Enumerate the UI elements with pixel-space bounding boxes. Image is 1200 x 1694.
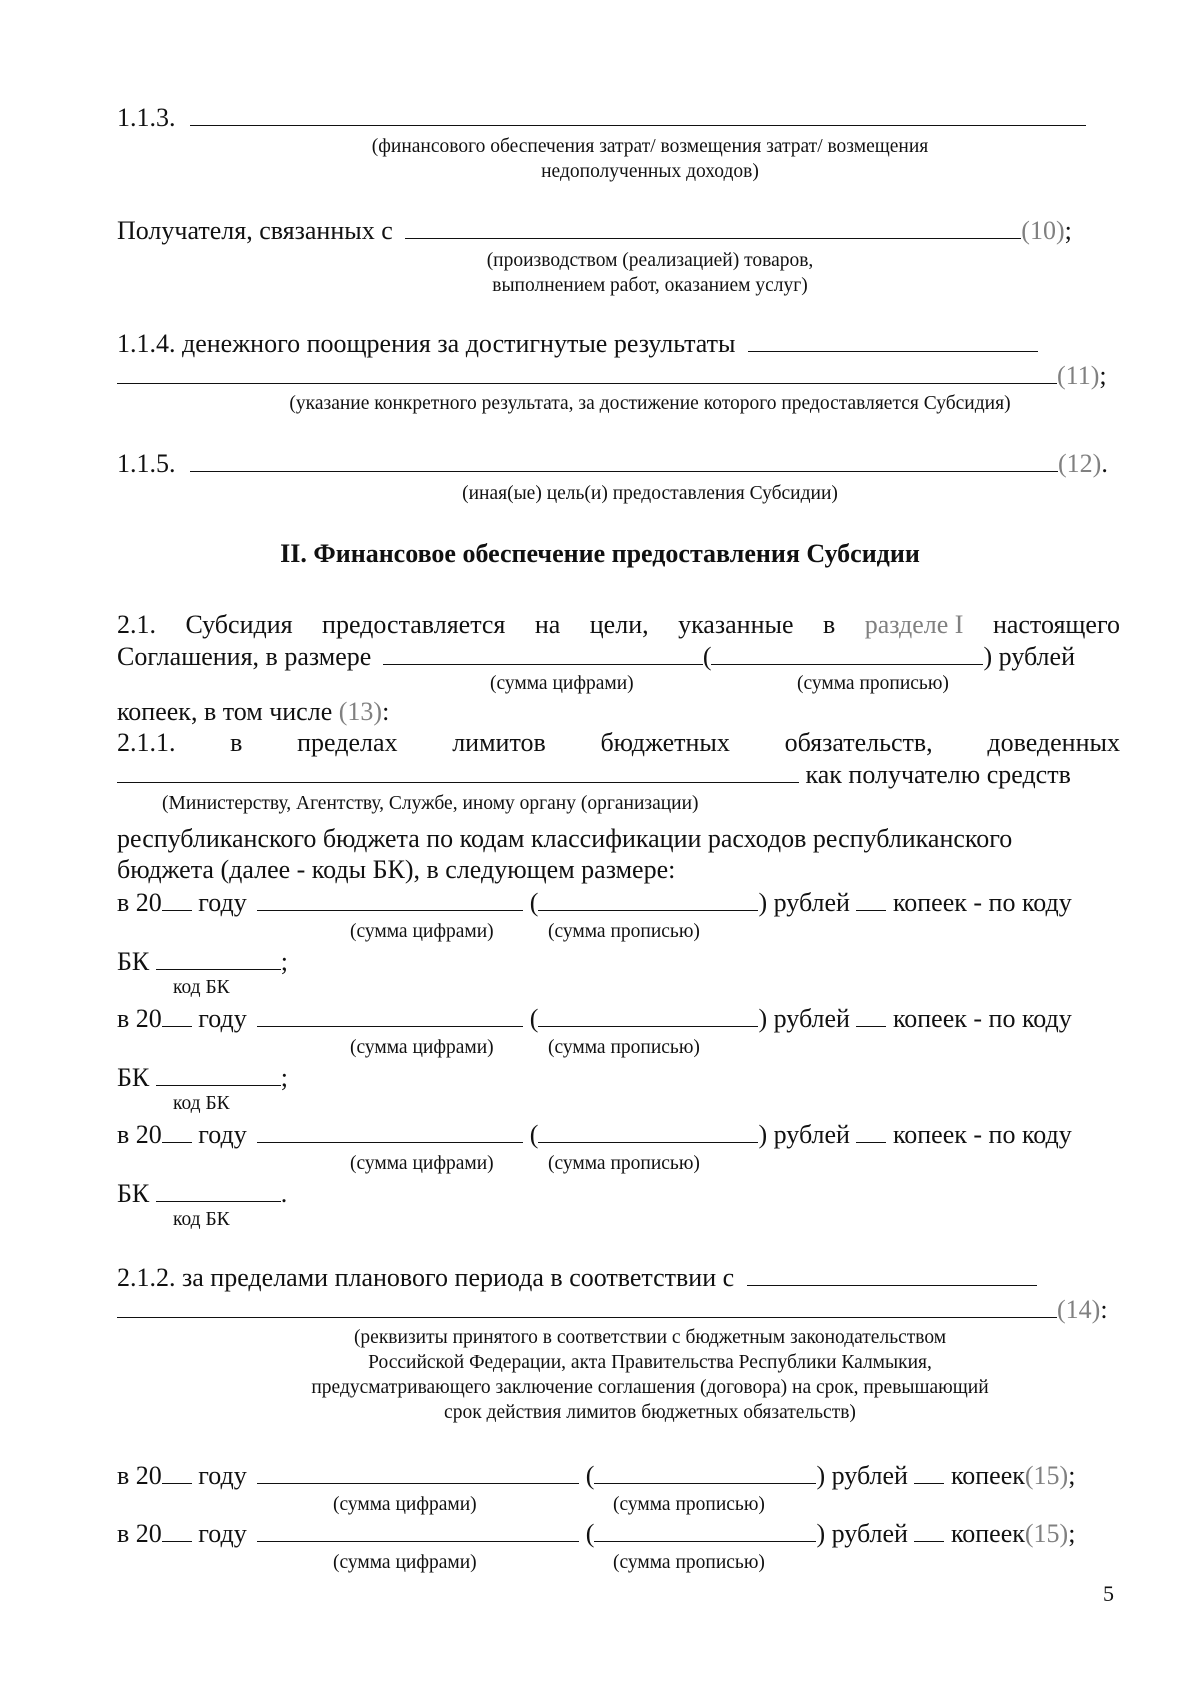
caption: код БК	[173, 977, 230, 998]
paren: )	[816, 1461, 826, 1490]
punctuation: ;	[1099, 361, 1107, 390]
footnote-ref: (10)	[1021, 216, 1065, 245]
punctuation: ;	[1064, 216, 1072, 245]
caption: (сумма прописью)	[548, 921, 700, 942]
word: обязательств,	[784, 728, 933, 757]
bk-row	[117, 1063, 288, 1093]
footnote-ref: (15)	[1024, 1519, 1069, 1548]
punctuation: :	[1100, 1295, 1108, 1324]
blank-field[interactable]	[117, 1295, 1057, 1318]
clause-2-1-1-line4: бюджета (далее - коды БК), в следующем размере:	[117, 855, 676, 884]
bk-code-field[interactable]	[156, 1063, 281, 1086]
year-row	[117, 1519, 1075, 1549]
footnote-ref: (11)	[1057, 361, 1100, 390]
paren: )	[816, 1519, 826, 1548]
clause-2-1-1-line2	[117, 760, 1071, 790]
blank-field[interactable]	[748, 329, 1038, 352]
caption: (сумма цифрами)	[350, 1153, 494, 1174]
recipient-line	[117, 216, 1072, 246]
caption: (Министерству, Агентству, Службе, иному органу (организации)	[162, 793, 699, 814]
currency-label: рублей	[773, 1120, 850, 1149]
year-field[interactable]	[162, 1120, 192, 1143]
kopeck-label: копеек - по коду	[892, 888, 1072, 917]
kopeck-label: копеек	[950, 1519, 1025, 1548]
word: в	[822, 610, 836, 639]
paren: (	[585, 1519, 595, 1548]
word: Субсидия	[185, 610, 293, 639]
clause-2-1-1-line3: республиканского бюджета по кодам классификации расходов республиканского	[117, 824, 1013, 853]
year-label: году	[198, 1120, 247, 1149]
word: 2.1.1.	[117, 728, 176, 757]
punctuation: .	[1101, 449, 1108, 478]
year-prefix: в 20	[117, 1519, 162, 1548]
section-link[interactable]: разделе I	[864, 610, 964, 639]
amount-words-field[interactable]	[594, 1519, 816, 1542]
clause-2-1-line2	[117, 642, 1075, 672]
kopeck-label: копеек - по коду	[892, 1120, 1072, 1149]
currency-label: рублей	[998, 642, 1075, 671]
paren: )	[758, 1004, 768, 1033]
caption: (сумма цифрами)	[490, 673, 634, 694]
caption: (сумма прописью)	[548, 1153, 700, 1174]
caption: срок действия лимитов бюджетных обязательств)	[444, 1402, 856, 1423]
word: лимитов	[452, 728, 546, 757]
caption: Российской Федерации, акта Правительства Республики Калмыкия,	[368, 1352, 932, 1373]
section-heading: II. Финансовое обеспечение предоставления Субсидии	[280, 539, 920, 568]
bk-label: БК	[117, 1179, 150, 1208]
blank-field[interactable]	[117, 361, 1057, 384]
paren: )	[758, 1120, 768, 1149]
paren: (	[702, 642, 712, 671]
caption: (реквизиты принятого в соответствии с бюджетным законодательством	[353, 1327, 947, 1348]
clause-2-1-line3	[117, 697, 389, 727]
caption: (сумма прописью)	[548, 1037, 700, 1058]
year-field[interactable]	[162, 1461, 192, 1484]
year-prefix: в 20	[117, 1461, 162, 1490]
caption: код БК	[173, 1209, 230, 1230]
word: указанные	[678, 610, 794, 639]
caption: выполнением работ, оказанием услуг)	[492, 275, 808, 296]
year-label: году	[198, 1461, 247, 1490]
amount-words-field[interactable]	[711, 642, 983, 665]
currency-label: рублей	[831, 1519, 908, 1548]
kopeck-field[interactable]	[914, 1461, 944, 1484]
caption: (сумма прописью)	[613, 1494, 765, 1515]
clause-text: копеек, в том числе	[117, 697, 333, 726]
word: на	[534, 610, 561, 639]
kopeck-label: копеек	[950, 1461, 1025, 1490]
paren: (	[529, 1120, 539, 1149]
caption: (сумма прописью)	[797, 673, 949, 694]
year-label: году	[198, 1004, 247, 1033]
bk-row	[117, 1179, 287, 1209]
caption: (сумма прописью)	[613, 1552, 765, 1573]
word: настоящего	[992, 610, 1120, 639]
caption: код БК	[173, 1093, 230, 1114]
bk-code-field[interactable]	[156, 1179, 281, 1202]
clause-2-1-2-line2	[117, 1295, 1108, 1325]
blank-field[interactable]	[405, 216, 1021, 239]
year-row	[117, 1004, 1072, 1034]
paren: (	[529, 1004, 539, 1033]
bk-label: БК	[117, 947, 150, 976]
blank-field[interactable]	[117, 760, 799, 783]
amount-words-field[interactable]	[538, 1004, 758, 1027]
footnote-ref: (14)	[1057, 1295, 1101, 1324]
word: бюджетных	[600, 728, 730, 757]
amount-digits-field[interactable]	[257, 1461, 579, 1484]
punctuation: ;	[1068, 1461, 1076, 1490]
footnote-ref: (13)	[338, 697, 383, 726]
caption: (иная(ые) цель(и) предоставления Субсидии)	[462, 483, 838, 504]
caption: (сумма цифрами)	[333, 1494, 477, 1515]
punctuation: .	[280, 1179, 288, 1208]
caption: (сумма цифрами)	[350, 921, 494, 942]
word: 2.1.	[117, 610, 156, 639]
amount-digits-field[interactable]	[257, 1519, 579, 1542]
clause-1-1-5	[117, 449, 1108, 479]
year-field[interactable]	[162, 1519, 192, 1542]
kopeck-field[interactable]	[856, 1004, 886, 1027]
clause-text: 1.1.4. денежного поощрения за достигнутые результаты	[117, 329, 736, 358]
clause-text: 2.1.2. за пределами планового периода в соответствии с	[117, 1263, 735, 1292]
amount-words-field[interactable]	[538, 888, 758, 911]
year-field[interactable]	[162, 1004, 192, 1027]
amount-words-field[interactable]	[538, 1120, 758, 1143]
footnote-ref: (12)	[1058, 449, 1102, 478]
punctuation: ;	[280, 947, 289, 976]
bk-label: БК	[117, 1063, 150, 1092]
word: цели,	[589, 610, 649, 639]
year-prefix: в 20	[117, 1120, 162, 1149]
punctuation: ;	[280, 1063, 289, 1092]
clause-1-1-4	[117, 329, 1038, 359]
clause-text: как получателю средств	[805, 760, 1071, 789]
clause-2-1-2	[117, 1263, 1037, 1293]
recipient-text: Получателя, связанных с	[117, 216, 393, 245]
caption: (финансового обеспечения затрат/ возмещения затрат/ возмещения	[371, 136, 929, 157]
kopeck-label: копеек - по коду	[892, 1004, 1072, 1033]
year-field[interactable]	[162, 888, 192, 911]
punctuation: :	[382, 697, 390, 726]
kopeck-field[interactable]	[856, 888, 886, 911]
word: в	[230, 728, 243, 757]
currency-label: рублей	[773, 1004, 850, 1033]
word: предоставляется	[322, 610, 506, 639]
caption: (производством (реализацией) товаров,	[486, 250, 814, 271]
kopeck-field[interactable]	[856, 1120, 886, 1143]
blank-field[interactable]	[190, 103, 1086, 126]
caption: недополученных доходов)	[541, 161, 759, 182]
clause-2-1-1	[117, 728, 1120, 758]
clause-number: 1.1.3.	[117, 103, 176, 132]
year-label: году	[198, 888, 247, 917]
paren: )	[983, 642, 993, 671]
clause-2-1	[117, 610, 1120, 640]
amount-digits-field[interactable]	[383, 642, 703, 665]
currency-label: рублей	[831, 1461, 908, 1490]
word: доведенных	[987, 728, 1120, 757]
year-row	[117, 1120, 1072, 1150]
paren: )	[758, 888, 768, 917]
year-label: году	[198, 1519, 247, 1548]
year-prefix: в 20	[117, 888, 162, 917]
amount-digits-field[interactable]	[257, 1004, 523, 1027]
amount-digits-field[interactable]	[257, 888, 523, 911]
amount-digits-field[interactable]	[257, 1120, 523, 1143]
bk-code-field[interactable]	[156, 947, 281, 970]
page-number: 5	[1103, 1581, 1114, 1606]
caption: (сумма цифрами)	[350, 1037, 494, 1058]
word: пределах	[297, 728, 398, 757]
year-row	[117, 1461, 1075, 1491]
caption: (указание конкретного результата, за достижение которого предоставляется Субсидия)	[289, 393, 1011, 414]
blank-field[interactable]	[747, 1263, 1037, 1286]
footnote-ref: (15)	[1024, 1461, 1069, 1490]
clause-text: Соглашения, в размере	[117, 642, 372, 671]
kopeck-field[interactable]	[914, 1519, 944, 1542]
currency-label: рублей	[773, 888, 850, 917]
clause-1-1-4-line2	[117, 361, 1107, 391]
clause-number: 1.1.5.	[117, 449, 176, 478]
blank-field[interactable]	[190, 449, 1058, 472]
paren: (	[529, 888, 539, 917]
clause-1-1-3	[117, 103, 1086, 133]
caption: предусматривающего заключение соглашения (договора) на срок, превышающий	[311, 1377, 989, 1398]
amount-words-field[interactable]	[594, 1461, 816, 1484]
year-prefix: в 20	[117, 1004, 162, 1033]
caption: (сумма цифрами)	[333, 1552, 477, 1573]
bk-row	[117, 947, 288, 977]
year-row	[117, 888, 1072, 918]
punctuation: ;	[1068, 1519, 1076, 1548]
paren: (	[585, 1461, 595, 1490]
